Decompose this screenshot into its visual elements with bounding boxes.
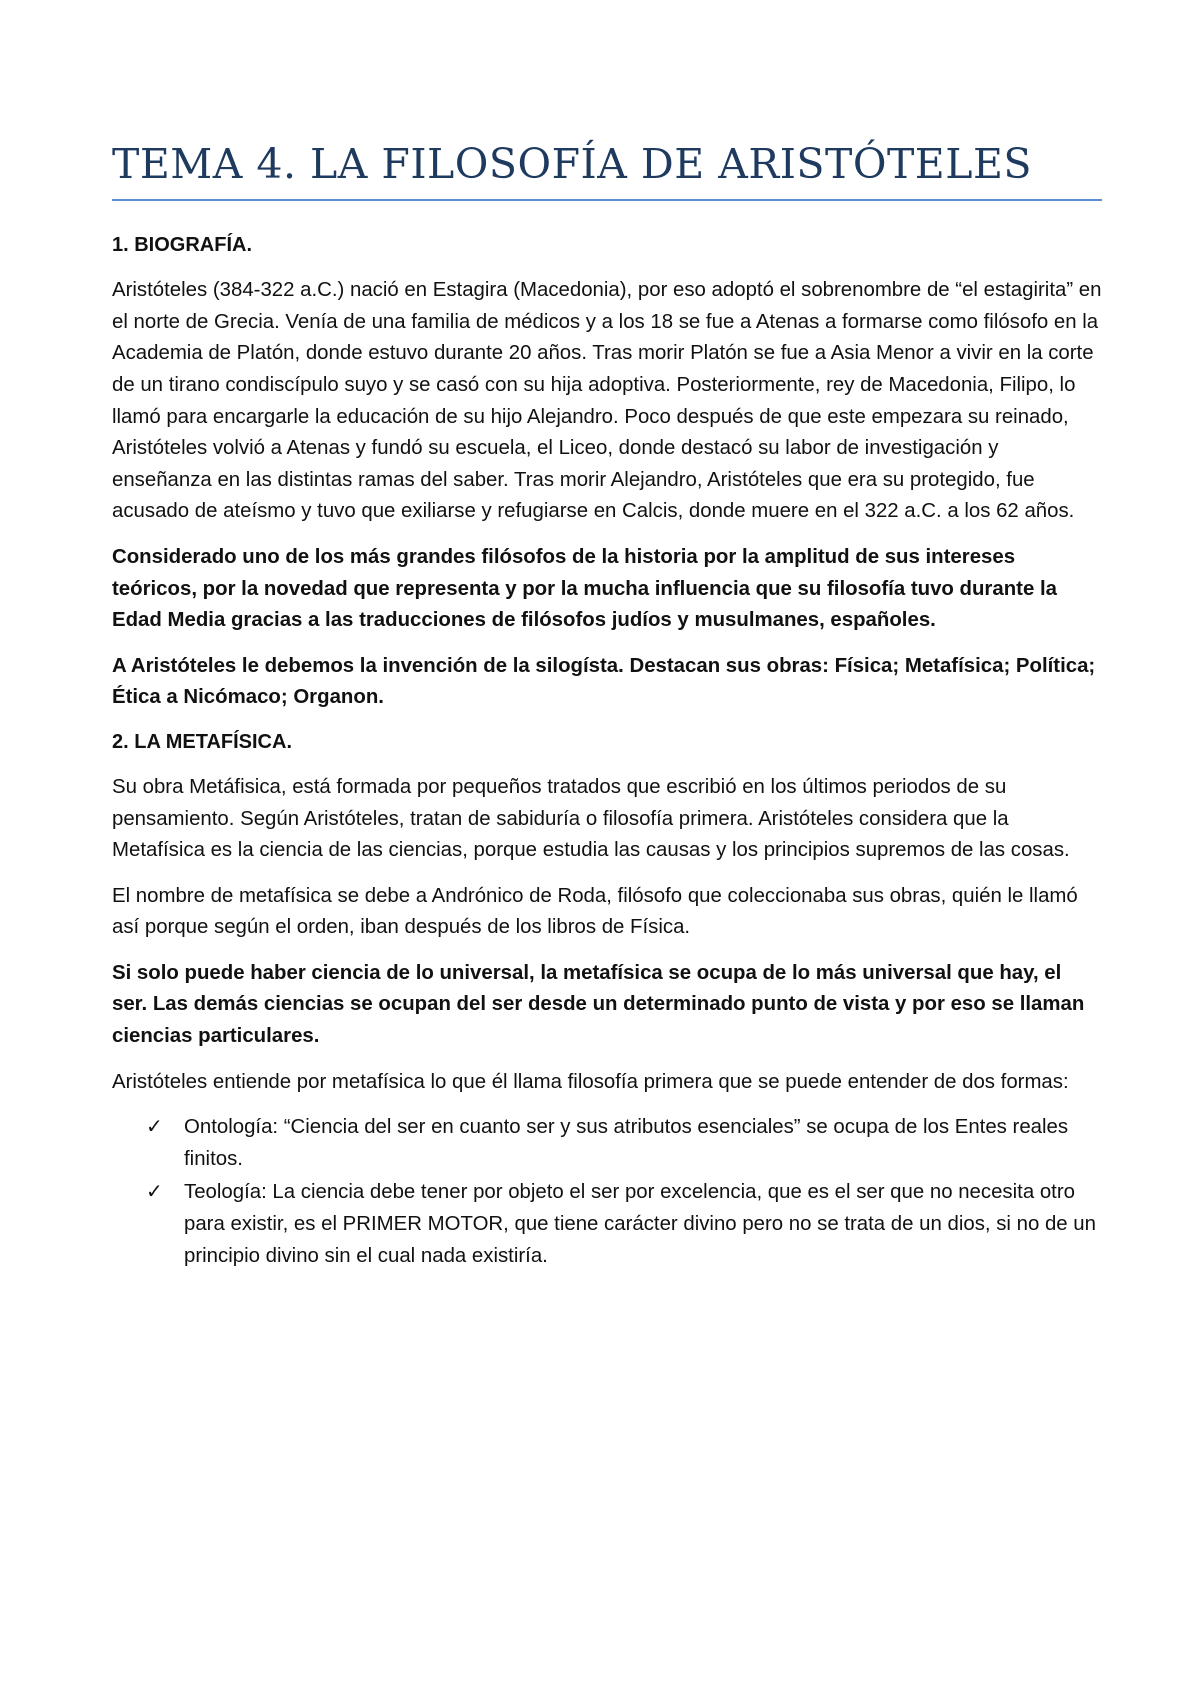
checklist [112,1112,1102,1272]
paragraph-metafisica-4: Aristóteles entiende por metafísica lo que él llama filosofía primera que se puede entender de dos formas: [112,1070,1069,1093]
section-heading-biografia: 1. BIOGRAFÍA. [112,234,253,257]
paragraph-metafisica-3: Si solo puede haber ciencia de lo universal, la metafísica se ocupa de lo más universal que hay, el ser. Las demás ciencias se ocupan del ser desde un determinado punto de vista y por eso se llaman ciencias particulares. [112,961,1085,1048]
check-icon: ✓ [146,1181,163,1204]
list-item-teologia [112,1177,1102,1272]
paragraph-biografia-2: Considerado uno de los más grandes filósofos de la historia por la amplitud de sus intereses teóricos, por la novedad que representa y por la mucha influencia que su filosofía tuvo durante la Edad Media gracias a las traducciones de filósofos judíos y musulmanes, españoles. [112,545,1057,632]
paragraph-biografia-3: A Aristóteles le debemos la invención de la silogísta. Destacan sus obras: Física; Metafísica; Política; Ética a Nicómaco; Organon. [112,654,1096,709]
title-underline [112,199,1102,201]
paragraph-metafisica-1: Su obra Metáfisica, está formada por pequeños tratados que escribió en los últimos periodos de su pensamiento. Según Aristóteles, tratan de sabiduría o filosofía primera. Aristóteles considera que la Metafísica es la ciencia de las ciencias, porque estudia las causas y los principios supremos de las cosas. [112,775,1070,862]
list-item-text: Teología: La ciencia debe tener por objeto el ser por excelencia, que es el ser que no necesita otro para existir, es el PRIMER MOTOR, que tiene carácter divino pero no se trata de un dios, si no de un principio divino sin el cual nada existiría. [184,1181,1096,1267]
paragraph-metafisica-2: El nombre de metafísica se debe a Andrónico de Roda, filósofo que coleccionaba sus obras, quién le llamó así porque según el orden, iban después de los libros de Física. [112,884,1078,939]
list-item-ontologia [112,1112,1102,1175]
list-item-text: Ontología: “Ciencia del ser en cuanto ser y sus atributos esenciales” se ocupa de los Entes reales finitos. [184,1116,1069,1170]
section-heading-metafisica: 2. LA METAFÍSICA. [112,730,292,753]
check-icon: ✓ [146,1116,163,1139]
page-title: TEMA 4. LA FILOSOFÍA DE ARISTÓTELES [112,140,1032,188]
paragraph-biografia-1: Aristóteles (384-322 a.C.) nació en Estagira (Macedonia), por eso adoptó el sobrenombre de “el estagirita” en el norte de Grecia. Venía de una familia de médicos y a los 18 se fue a Atenas a formarse como filósofo en la Academia de Platón, donde estuvo durante 20 años. Tras morir Platón se fue a Asia Menor a vivir en la corte de un tirano condiscípulo suyo y se casó con su hija adoptiva. Posteriormente, rey de Macedonia, Filipo, lo llamó para encargarle la educación de su hijo Alejandro. Poco después de que este empezara su reinado, Aristóteles volvió a Atenas y fundó su escuela, el Liceo, donde destacó su labor de investigación y enseñanza en las distintas ramas del saber. Tras morir Alejandro, Aristóteles que era su protegido, fue acusado de ateísmo y tuvo que exiliarse y refugiarse en Calcis, donde muere en el 322 a.C. a los 62 años. [112,279,1102,523]
document-page [112,140,1102,1274]
